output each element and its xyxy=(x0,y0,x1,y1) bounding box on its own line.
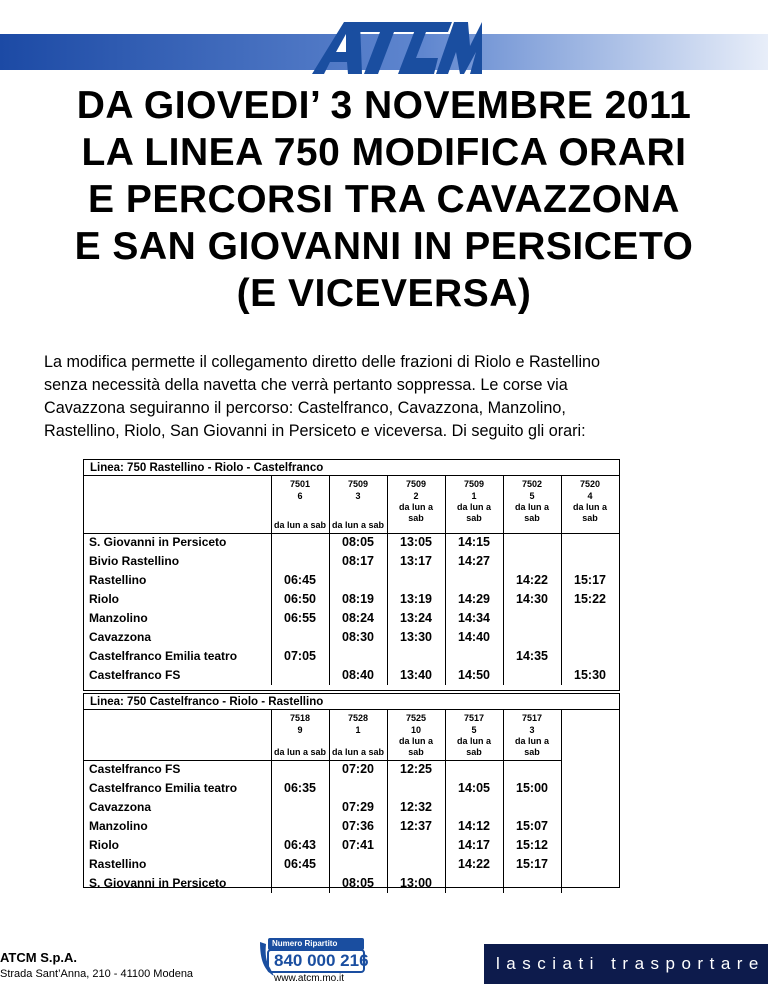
stop-name: Rastellino xyxy=(89,857,147,871)
stop-name: Manzolino xyxy=(89,611,148,625)
trip-code: 7518 xyxy=(289,713,311,723)
stop-name: Castelfranco FS xyxy=(89,762,181,776)
departure-time: 12:25 xyxy=(400,762,432,776)
departure-time: 07:29 xyxy=(342,800,374,814)
column-header xyxy=(445,478,503,524)
column-header xyxy=(503,712,561,758)
departure-time: 06:45 xyxy=(284,573,316,587)
trip-number: 9 xyxy=(297,725,303,735)
column-header xyxy=(271,712,329,758)
departure-time: 15:22 xyxy=(574,592,606,606)
departure-time: 14:30 xyxy=(516,592,548,606)
title-line: E SAN GIOVANNI IN PERSICETO xyxy=(74,225,694,268)
stop-name: Cavazzona xyxy=(89,630,152,644)
trip-days: da lun a sab xyxy=(573,502,608,523)
departure-time: 08:24 xyxy=(342,611,374,625)
trip-code: 7517 xyxy=(521,713,543,723)
trip-number: 2 xyxy=(413,491,419,501)
intro-line: senza necessità della navetta che verrà pertanto soppressa. Le corse via xyxy=(44,376,568,394)
departure-time: 12:32 xyxy=(400,800,432,814)
trip-code: 7517 xyxy=(463,713,485,723)
trip-code: 7501 xyxy=(289,479,311,489)
table-header: Linea: 750 Castelfranco - Riolo - Rastellino xyxy=(84,694,619,710)
departure-time: 14:05 xyxy=(458,781,490,795)
trip-number: 6 xyxy=(297,491,303,501)
website-link[interactable]: www.atcm.mo.it xyxy=(274,973,345,984)
stop-name: Manzolino xyxy=(89,819,148,833)
departure-time: 15:00 xyxy=(516,781,548,795)
trip-days: da lun a sab xyxy=(457,736,492,757)
column-divider xyxy=(619,476,620,685)
trip-number: 1 xyxy=(471,491,477,501)
departure-time: 07:41 xyxy=(342,838,374,852)
phone-block xyxy=(258,938,368,988)
title-line: (E VICEVERSA) xyxy=(236,272,532,315)
trip-code: 7525 xyxy=(405,713,427,723)
departure-time: 13:24 xyxy=(400,611,432,625)
column-divider xyxy=(561,710,562,893)
departure-time: 15:07 xyxy=(516,819,548,833)
atcm-logo xyxy=(292,16,482,78)
column-header xyxy=(387,712,445,758)
stop-name: S. Giovanni in Persiceto xyxy=(89,535,227,549)
departure-time: 07:20 xyxy=(342,762,374,776)
footer-company xyxy=(0,950,220,982)
column-header xyxy=(271,478,329,531)
trip-number: 10 xyxy=(410,725,421,735)
departure-time: 14:35 xyxy=(516,649,548,663)
stop-name: S. Giovanni in Persiceto xyxy=(89,876,227,890)
departure-time: 13:00 xyxy=(400,876,432,890)
stop-name: Castelfranco Emilia teatro xyxy=(89,649,238,663)
departure-time: 12:37 xyxy=(400,819,432,833)
departure-time: 13:19 xyxy=(400,592,432,606)
stop-name: Rastellino xyxy=(89,573,147,587)
departure-time: 14:29 xyxy=(458,592,490,606)
trip-number: 5 xyxy=(529,491,535,501)
timetable-return xyxy=(83,693,620,888)
departure-time: 14:22 xyxy=(458,857,490,871)
departure-time: 07:36 xyxy=(342,819,374,833)
departure-time: 08:40 xyxy=(342,668,374,682)
stop-name: Castelfranco FS xyxy=(89,668,181,682)
trip-number: 3 xyxy=(529,725,535,735)
title-line: E PERCORSI TRA CAVAZZONA xyxy=(88,178,680,221)
departure-time: 08:05 xyxy=(342,876,374,890)
departure-time: 14:12 xyxy=(458,819,490,833)
trip-number: 1 xyxy=(355,725,361,735)
column-header xyxy=(387,478,445,524)
column-header xyxy=(561,478,619,524)
title-line: DA GIOVEDI’ 3 NOVEMBRE 2011 xyxy=(76,84,692,127)
stop-name: Riolo xyxy=(89,838,119,852)
slogan-bar: lasciati trasportare xyxy=(484,944,768,984)
company-address: Strada Sant’Anna, 210 - 41100 Modena xyxy=(0,968,194,980)
trip-days: da lun a sab xyxy=(273,747,326,757)
departure-time: 15:17 xyxy=(516,857,548,871)
departure-time: 06:45 xyxy=(284,857,316,871)
number-label: Numero Ripartito xyxy=(272,939,338,948)
column-header xyxy=(503,478,561,524)
departure-time: 14:40 xyxy=(458,630,490,644)
trip-days: da lun a sab xyxy=(273,520,326,530)
column-header xyxy=(445,712,503,758)
departure-time: 14:27 xyxy=(458,554,490,568)
departure-time: 13:05 xyxy=(400,535,432,549)
trip-days: da lun a sab xyxy=(331,747,384,757)
trip-days: da lun a sab xyxy=(399,502,434,523)
intro-line: La modifica permette il collegamento diretto delle frazioni di Riolo e Rastellino xyxy=(44,353,601,371)
departure-time: 13:17 xyxy=(400,554,432,568)
stop-name: Riolo xyxy=(89,592,119,606)
trip-code: 7520 xyxy=(579,479,601,489)
departure-time: 13:40 xyxy=(400,668,432,682)
departure-time: 14:50 xyxy=(458,668,490,682)
departure-time: 14:15 xyxy=(458,535,490,549)
departure-time: 15:17 xyxy=(574,573,606,587)
trip-days: da lun a sab xyxy=(515,736,550,757)
departure-time: 14:34 xyxy=(458,611,490,625)
departure-time: 15:12 xyxy=(516,838,548,852)
departure-time: 08:30 xyxy=(342,630,374,644)
trip-code: 7509 xyxy=(463,479,485,489)
trip-days: da lun a sab xyxy=(331,520,384,530)
column-header xyxy=(329,478,387,531)
departure-time: 14:17 xyxy=(458,838,490,852)
trip-code: 7502 xyxy=(521,479,543,489)
intro-paragraph xyxy=(44,351,734,443)
intro-line: Cavazzona seguiranno il percorso: Castelfranco, Cavazzona, Manzolino, xyxy=(44,399,566,417)
departure-time: 06:43 xyxy=(284,838,316,852)
trip-code: 7509 xyxy=(347,479,369,489)
trip-days: da lun a sab xyxy=(515,502,550,523)
logo-text: ATCM xyxy=(292,16,295,17)
trip-code: 7528 xyxy=(347,713,369,723)
trip-code: 7509 xyxy=(405,479,427,489)
departure-time: 08:19 xyxy=(342,592,374,606)
trip-days: da lun a sab xyxy=(399,736,434,757)
page-title xyxy=(0,82,768,317)
departure-time: 08:17 xyxy=(342,554,374,568)
stop-name: Castelfranco Emilia teatro xyxy=(89,781,238,795)
departure-time: 06:50 xyxy=(284,592,316,606)
departure-time: 06:55 xyxy=(284,611,316,625)
departure-time: 07:05 xyxy=(284,649,316,663)
phone-number: 840 000 216 xyxy=(274,951,369,970)
stop-name: Cavazzona xyxy=(89,800,152,814)
intro-line: Rastellino, Riolo, San Giovanni in Persiceto e viceversa. Di seguito gli orari: xyxy=(44,422,586,440)
trip-days: da lun a sab xyxy=(457,502,492,523)
departure-time: 15:30 xyxy=(574,668,606,682)
trip-number: 4 xyxy=(587,491,593,501)
column-header xyxy=(329,712,387,758)
timetable-outbound xyxy=(83,459,620,691)
title-line: LA LINEA 750 MODIFICA ORARI xyxy=(81,131,687,174)
table-header: Linea: 750 Rastellino - Riolo - Castelfranco xyxy=(84,460,619,476)
departure-time: 14:22 xyxy=(516,573,548,587)
departure-time: 06:35 xyxy=(284,781,316,795)
departure-time: 08:05 xyxy=(342,535,374,549)
trip-number: 3 xyxy=(355,491,361,501)
trip-number: 5 xyxy=(471,725,477,735)
departure-time: 13:30 xyxy=(400,630,432,644)
stop-name: Bivio Rastellino xyxy=(89,554,180,568)
company-name: ATCM S.p.A. xyxy=(0,950,78,965)
